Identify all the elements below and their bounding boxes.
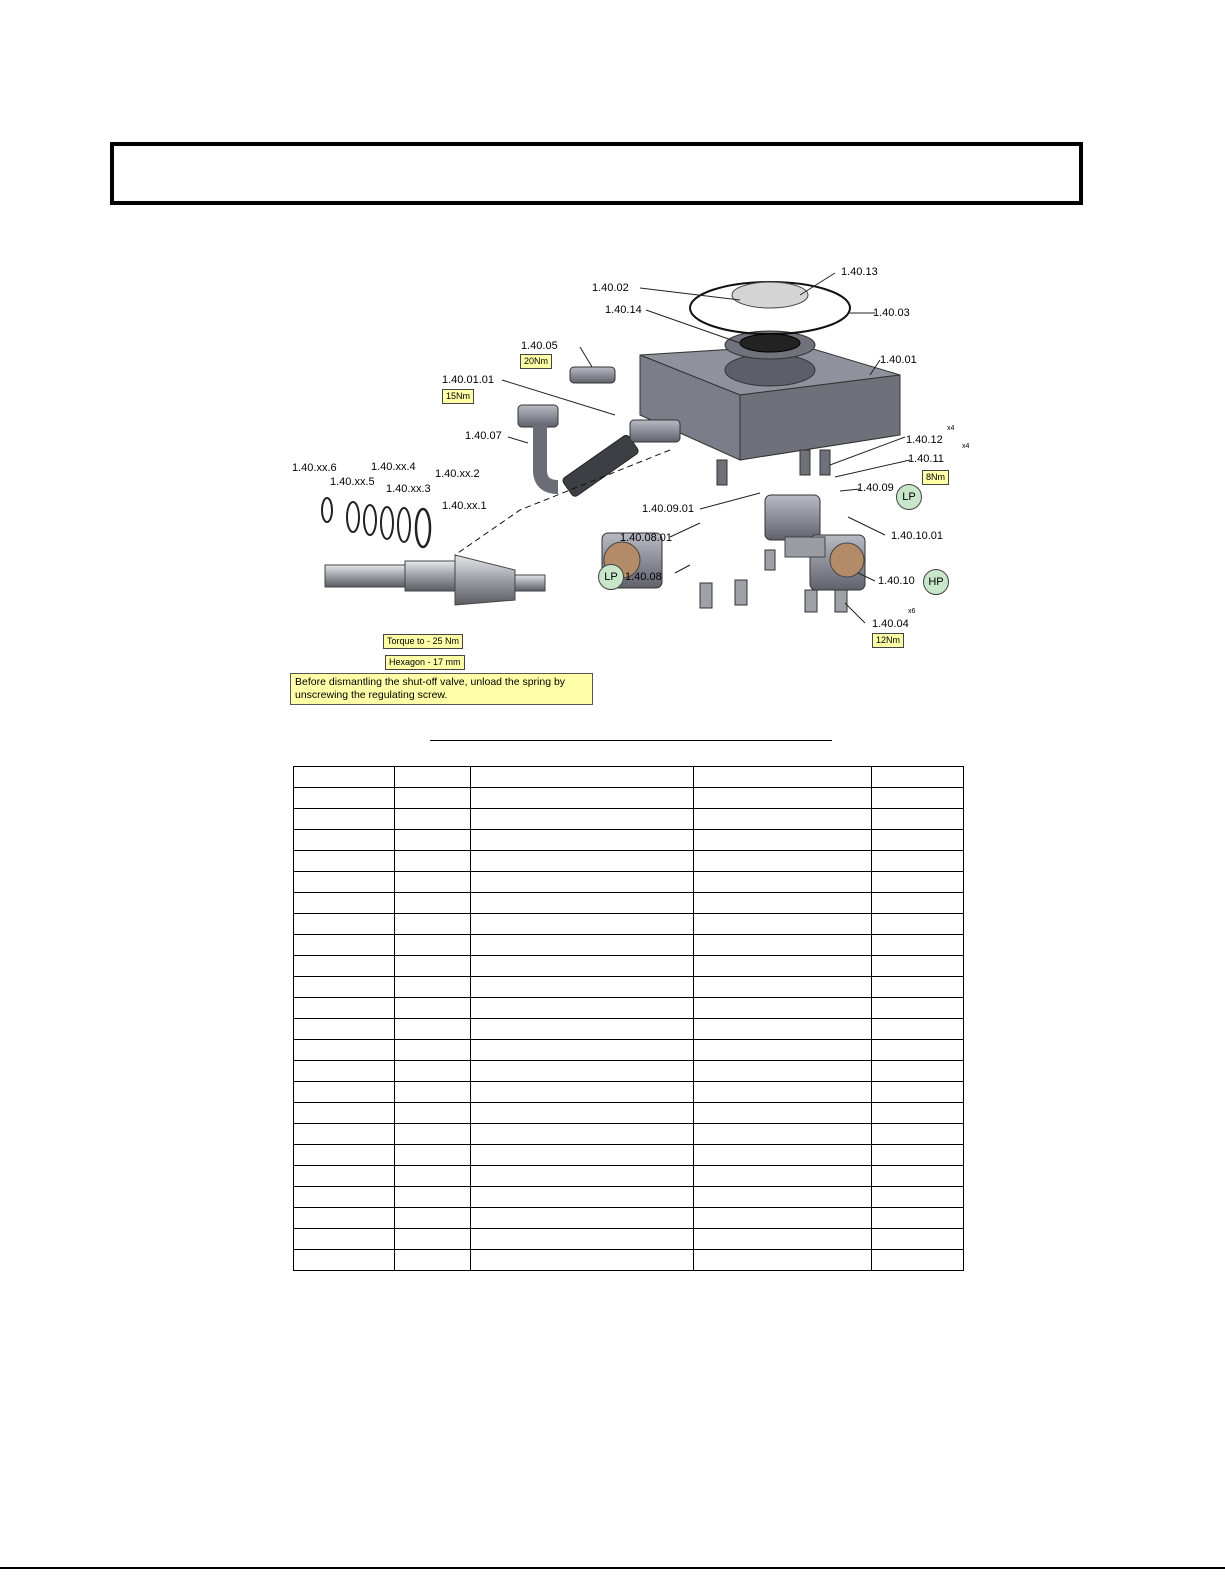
callout-1-40-01: 1.40.01	[880, 354, 917, 366]
table-cell	[294, 1124, 395, 1145]
table-row	[294, 977, 964, 998]
table-cell	[872, 914, 964, 935]
table-cell	[470, 1229, 694, 1250]
table-cell	[470, 809, 694, 830]
table-row	[294, 872, 964, 893]
table-cell	[294, 767, 395, 788]
table-cell	[294, 872, 395, 893]
table-row	[294, 1187, 964, 1208]
table-cell	[294, 1208, 395, 1229]
table-cell	[294, 1019, 395, 1040]
table-cell	[872, 872, 964, 893]
table-cell	[394, 998, 470, 1019]
table-cell	[694, 956, 872, 977]
table-cell	[872, 1124, 964, 1145]
torque-tag-8nm: 8Nm	[922, 470, 949, 485]
table-row	[294, 1145, 964, 1166]
table-cell	[394, 809, 470, 830]
torque-tag-25nm: Torque to - 25 Nm	[383, 634, 463, 649]
table-cell	[694, 1082, 872, 1103]
exploded-parts-diagram	[280, 255, 980, 725]
table-cell	[694, 767, 872, 788]
table-row	[294, 1124, 964, 1145]
table-cell	[872, 1166, 964, 1187]
callout-1-40-08: 1.40.08	[625, 571, 662, 583]
table-cell	[694, 830, 872, 851]
callout-1-40-13: 1.40.13	[841, 266, 878, 278]
table-row	[294, 1103, 964, 1124]
hp-badge: HP	[923, 569, 949, 595]
table-cell	[872, 935, 964, 956]
table-cell	[872, 977, 964, 998]
table-cell	[872, 1103, 964, 1124]
callout-1-40-xx-1: 1.40.xx.1	[442, 500, 487, 512]
callout-1-40-07: 1.40.07	[465, 430, 502, 442]
torque-tag-12nm: 12Nm	[872, 633, 904, 648]
callout-1-40-05: 1.40.05	[521, 340, 558, 352]
table-cell	[294, 1187, 395, 1208]
callout-1-40-02: 1.40.02	[592, 282, 629, 294]
table-cell	[694, 1124, 872, 1145]
table-row	[294, 935, 964, 956]
multiplier-x4-a: x4	[947, 425, 955, 432]
table-cell	[294, 830, 395, 851]
parts-table	[293, 766, 964, 1271]
table-cell	[470, 1166, 694, 1187]
table-cell	[294, 809, 395, 830]
table-cell	[694, 1145, 872, 1166]
table-cell	[394, 1145, 470, 1166]
table-cell	[470, 851, 694, 872]
table-cell	[470, 998, 694, 1019]
hexagon-tag-17mm: Hexagon - 17 mm	[385, 655, 465, 670]
table-cell	[294, 893, 395, 914]
table-cell	[394, 1208, 470, 1229]
table-cell	[470, 872, 694, 893]
table-cell	[394, 1082, 470, 1103]
table-cell	[394, 1040, 470, 1061]
table-cell	[394, 893, 470, 914]
table-cell	[470, 1208, 694, 1229]
table-cell	[394, 1124, 470, 1145]
table-cell	[294, 1166, 395, 1187]
table-cell	[470, 956, 694, 977]
table-cell	[470, 1187, 694, 1208]
table-cell	[294, 998, 395, 1019]
table-cell	[394, 1019, 470, 1040]
table-cell	[470, 1061, 694, 1082]
table-cell	[294, 851, 395, 872]
table-row	[294, 998, 964, 1019]
callout-1-40-xx-5: 1.40.xx.5	[330, 476, 375, 488]
table-row	[294, 851, 964, 872]
table-cell	[470, 1124, 694, 1145]
table-cell	[694, 977, 872, 998]
table-cell	[294, 1229, 395, 1250]
table-cell	[394, 935, 470, 956]
callout-1-40-08-01: 1.40.08.01	[620, 532, 672, 544]
dismantling-note: Before dismantling the shut-off valve, unload the spring by unscrewing the regulating screw.	[290, 673, 593, 705]
table-cell	[470, 1019, 694, 1040]
table-cell	[394, 1229, 470, 1250]
table-cell	[694, 851, 872, 872]
table-cell	[470, 977, 694, 998]
table-cell	[394, 956, 470, 977]
table-row	[294, 1250, 964, 1271]
table-cell	[394, 1166, 470, 1187]
table-cell	[470, 1103, 694, 1124]
callout-1-40-03: 1.40.03	[873, 307, 910, 319]
table-cell	[872, 830, 964, 851]
table-row	[294, 1166, 964, 1187]
table-cell	[394, 830, 470, 851]
table-cell	[470, 1145, 694, 1166]
table-cell	[694, 1208, 872, 1229]
table-cell	[872, 1187, 964, 1208]
table-cell	[694, 788, 872, 809]
table-cell	[294, 935, 395, 956]
table-cell	[872, 788, 964, 809]
callout-1-40-xx-2: 1.40.xx.2	[435, 468, 480, 480]
table-cell	[872, 1229, 964, 1250]
table-cell	[394, 977, 470, 998]
table-row	[294, 1040, 964, 1061]
lp-badge-lower: LP	[598, 564, 624, 590]
table-cell	[872, 1040, 964, 1061]
table-cell	[872, 998, 964, 1019]
table-cell	[694, 914, 872, 935]
top-ring	[732, 282, 808, 308]
table-row	[294, 1229, 964, 1250]
table-row	[294, 893, 964, 914]
table-cell	[694, 1229, 872, 1250]
title-box	[110, 142, 1083, 205]
callout-1-40-09-01: 1.40.09.01	[642, 503, 694, 515]
torque-tag-20nm: 20Nm	[520, 354, 552, 369]
table-cell	[470, 767, 694, 788]
table-row	[294, 1019, 964, 1040]
callout-1-40-10: 1.40.10	[878, 575, 915, 587]
table-cell	[394, 914, 470, 935]
table-cell	[470, 914, 694, 935]
table-cell	[294, 1145, 395, 1166]
torque-tag-15nm: 15Nm	[442, 389, 474, 404]
table-cell	[872, 893, 964, 914]
table-cell	[872, 1061, 964, 1082]
table-cell	[294, 977, 395, 998]
table-cell	[294, 956, 395, 977]
callout-1-40-xx-3: 1.40.xx.3	[386, 483, 431, 495]
table-cell	[872, 956, 964, 977]
table-cell	[872, 1208, 964, 1229]
table-row	[294, 1061, 964, 1082]
table-cell	[470, 1250, 694, 1271]
table-cell	[294, 1082, 395, 1103]
table-cell	[394, 872, 470, 893]
table-cell	[294, 1103, 395, 1124]
callout-1-40-xx-4: 1.40.xx.4	[371, 461, 416, 473]
table-cell	[394, 767, 470, 788]
table-cell	[694, 872, 872, 893]
callout-1-40-01-01: 1.40.01.01	[442, 374, 494, 386]
table-row	[294, 809, 964, 830]
table-cell	[872, 851, 964, 872]
table-cell	[694, 1103, 872, 1124]
table-cell	[694, 809, 872, 830]
table-cell	[872, 1250, 964, 1271]
table-cell	[694, 935, 872, 956]
callout-1-40-14: 1.40.14	[605, 304, 642, 316]
footer-rule	[0, 1567, 1225, 1569]
table-cell	[394, 851, 470, 872]
table-cell	[294, 1040, 395, 1061]
table-cell	[694, 1250, 872, 1271]
table-row	[294, 1082, 964, 1103]
table-cell	[694, 1061, 872, 1082]
parts-table-body	[294, 767, 964, 1271]
table-cell	[872, 1019, 964, 1040]
table-cell	[394, 1250, 470, 1271]
multiplier-x4-b: x4	[962, 443, 970, 450]
table-cell	[872, 767, 964, 788]
table-row	[294, 767, 964, 788]
table-cell	[694, 1166, 872, 1187]
table-cell	[470, 788, 694, 809]
callout-1-40-09: 1.40.09	[857, 482, 894, 494]
table-cell	[694, 1040, 872, 1061]
table-cell	[872, 809, 964, 830]
table-cell	[470, 893, 694, 914]
table-cell	[394, 1187, 470, 1208]
callout-1-40-04: 1.40.04	[872, 618, 909, 630]
table-cell	[470, 1082, 694, 1103]
table-row	[294, 956, 964, 977]
table-cell	[394, 1061, 470, 1082]
table-cell	[294, 788, 395, 809]
table-cell	[470, 1040, 694, 1061]
table-row	[294, 830, 964, 851]
table-cell	[294, 1061, 395, 1082]
table-row	[294, 914, 964, 935]
table-cell	[694, 998, 872, 1019]
table-cell	[470, 830, 694, 851]
table-cell	[694, 1187, 872, 1208]
callout-1-40-12: 1.40.12	[906, 434, 943, 446]
table-cell	[294, 914, 395, 935]
multiplier-x6: x6	[908, 608, 916, 615]
table-cell	[694, 1019, 872, 1040]
table-cell	[394, 788, 470, 809]
table-row	[294, 1208, 964, 1229]
table-cell	[294, 1250, 395, 1271]
table-cell	[470, 935, 694, 956]
table-row	[294, 788, 964, 809]
caption-underline	[430, 740, 832, 741]
table-cell	[872, 1145, 964, 1166]
lp-badge: LP	[896, 484, 922, 510]
table-cell	[694, 893, 872, 914]
callout-1-40-10-01: 1.40.10.01	[891, 530, 943, 542]
table-cell	[872, 1082, 964, 1103]
table-cell	[394, 1103, 470, 1124]
callout-1-40-xx-6: 1.40.xx.6	[292, 462, 337, 474]
callout-1-40-11: 1.40.11	[908, 453, 944, 465]
